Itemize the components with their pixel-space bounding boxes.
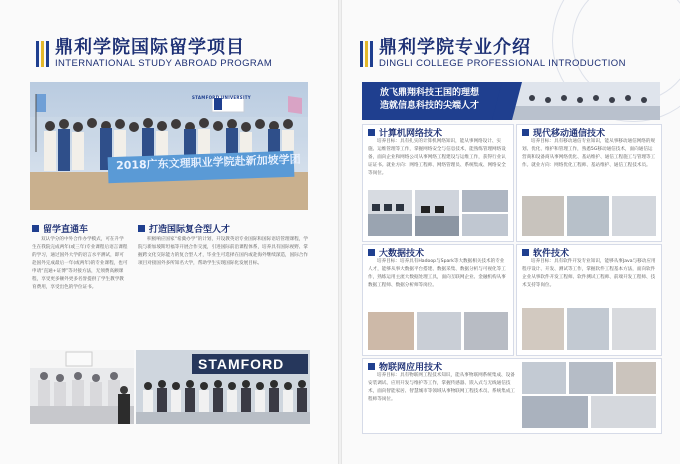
right-title-en: DINGLI COLLEGE PROFESSIONAL INTRODUCTION: [379, 58, 626, 69]
square-bullet-icon: [368, 363, 375, 370]
network-lab-photo-1: [368, 190, 412, 236]
sec1-heading: [32, 222, 88, 235]
bigdata-photo-1: [368, 312, 414, 350]
square-bullet-icon: [368, 249, 375, 256]
square-bullet-icon: [522, 129, 529, 136]
left-header: [36, 38, 272, 70]
mobile-lab-photo-3: [612, 196, 656, 236]
header-bars-icon: [36, 41, 49, 67]
square-bullet-icon: [522, 249, 529, 256]
sec2-heading: [138, 222, 230, 235]
stamford-sign: STAMFORD: [198, 356, 285, 372]
banner-line-1: 放飞鼎翔科技王国的理想: [380, 88, 480, 98]
iot-photo-5: [591, 396, 656, 428]
group-photo: [30, 82, 308, 210]
right-header: [360, 38, 626, 70]
s1-title: 计算机网络技术: [379, 129, 443, 139]
s1-paragraph: 培养目标：具有扎实的计算机网络知识，能从事网络设计、实施、运维管理等工作，掌握网络安全与信息技术，能熟练管理网络设备，面向企业和网络公司从事网络工程建设与运维工作，获得行业认证证书。就业方向：网络工程师、网络管理员、系统集成、网络安全等岗位。: [368, 139, 506, 176]
left-title-cn: 鼎利学院国际留学项目: [55, 37, 245, 58]
s2-paragraph: 培养目标：具有移动通信专业知识，能从事移动通信网络的规划、优化、维护和管理工作，熟悉5G移动通信技术，面向通信运营商和设备商从事网络优化、基站维护、通信工程施工与管理等工作。就业方向：网络优化工程师、基站维护、通信工程技术员。: [522, 139, 656, 168]
banner-slogan: [380, 87, 479, 113]
square-bullet-icon: [368, 129, 375, 136]
network-lab-photo-3: [462, 190, 508, 212]
sec2-paragraph: 积极响应国家“希冀办学”的计划，开设教英语专业国际和国际语培管理课程，学院与新加坡斯坦福等开展合作交流，引进国际前沿课程体系，培养具有国际视野、掌握跨文化交际能力的复合型人才，毕业生可选择在国内或赴海外继续深造，国际合作项目对接国外多所知名大学，帮助学生实现国际化发展目标。: [138, 237, 308, 266]
s3-title: 大数据技术: [379, 249, 425, 259]
iot-photo-2: [569, 362, 613, 394]
sec2-title: 打造国际复合型人才: [149, 225, 231, 235]
square-bullet-icon: [32, 225, 39, 232]
bigdata-photo-3: [464, 312, 508, 350]
s4-title: 软件技术: [533, 249, 570, 259]
sec1-title: 留学直通车: [43, 225, 89, 235]
bigdata-photo-2: [417, 312, 461, 350]
s3-paragraph: 培养目标：培养具有Hadoop与Spark等大数据相关技术的专业人才，能够从事大数据平台搭建、数据采集、数据分析与可视化等工作，熟练运用主流大数据处理工具，面向互联网企业、金融机构从事数据工程师、数据分析师等岗位。: [368, 259, 506, 288]
sec1-paragraph: 双认学分的中外合作办学模式，可在升学生在我院完成两年(或三年)专业课程后语言课程的学习，通过国外大学的语言水平测试，即可赴国外完成最后一年(或两年)的专业课程，也可申请“直通+证博”等对接方法，无须费高额课程，享受更多额外更多名誉提供了学生教学教育费用，享受出色的学位证书。: [32, 237, 128, 290]
iot-photo-1: [522, 362, 566, 394]
stamford-group-photo: [136, 350, 310, 424]
mobile-lab-photo-1: [522, 196, 564, 236]
left-title-en: INTERNATIONAL STUDY ABROAD PROGRAM: [55, 58, 273, 69]
software-photo-3: [612, 308, 656, 350]
right-title-cn: 鼎利学院专业介绍: [379, 37, 531, 58]
top-banner: [362, 82, 660, 120]
s2-title: 现代移动通信技术: [533, 129, 606, 139]
iot-photo-4: [522, 396, 588, 428]
banner-line-2: 造就信息科技的尖端人才: [380, 101, 480, 111]
network-lab-photo-4: [462, 214, 508, 236]
square-bullet-icon: [138, 225, 145, 232]
iot-photo-3: [616, 362, 656, 394]
right-page: [342, 0, 680, 464]
software-photo-1: [522, 308, 564, 350]
s5-title: 物联网应用技术: [379, 363, 443, 373]
s4-paragraph: 培养目标：具有软件开发专业知识，能够从事Java与移动应用程序设计、开发、测试等工作，掌握软件工程基本方法，面向软件企业从事软件开发工程师、软件测试工程师、前端开发工程师、技术支持等岗位。: [522, 259, 656, 288]
banner-text: 2018广东文理职业学院赴新加坡学团: [115, 152, 301, 173]
left-page: [0, 0, 338, 464]
classroom-photo: [30, 350, 134, 424]
stamford-small-logo: STAMFORD UNIVERSITY: [192, 95, 251, 100]
software-photo-2: [567, 308, 609, 350]
header-bars-icon: [360, 41, 373, 67]
s5-paragraph: 培养目标：具有物联网工程技术知识，能从事物联网系统集成、设备安装调试、应用开发与维护等工作，掌握传感器、嵌入式与无线通信技术，面向智能家居、智慧城市等领域从事物联网工程技术员、系统集成工程师等岗位。: [368, 373, 516, 402]
mobile-lab-photo-2: [567, 196, 609, 236]
network-lab-photo-2: [415, 190, 459, 236]
